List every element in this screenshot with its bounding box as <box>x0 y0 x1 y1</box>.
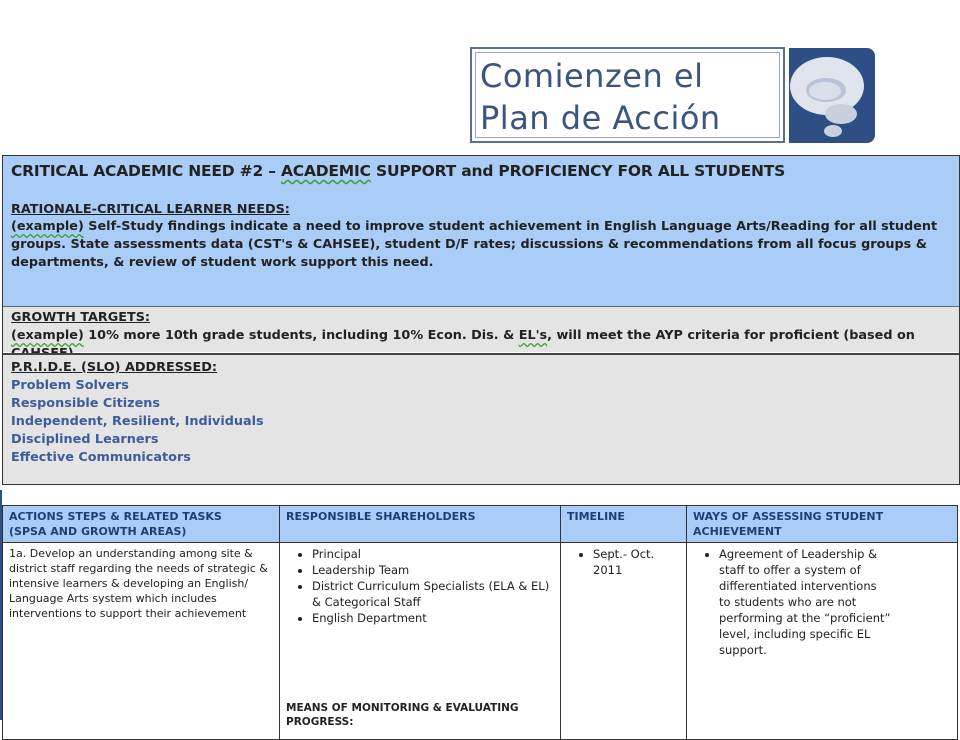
header-actions-line-1: ACTIONS STEPS & RELATED TASKS <box>9 510 222 523</box>
table-header-row <box>3 506 958 543</box>
pride-heading <box>11 359 951 377</box>
timeline-cell <box>561 543 687 740</box>
growth-text-b: , will meet the AYP criteria for proficient (based on <box>547 328 915 343</box>
need-title-rest: SUPPORT and PROFICIENCY FOR ALL STUDENTS <box>370 162 786 180</box>
rationale-text <box>11 218 951 272</box>
need-title-prefix: CRITICAL ACADEMIC NEED #2 – <box>11 162 281 180</box>
list-item: • English Department <box>312 610 554 626</box>
rationale-heading <box>11 201 951 219</box>
pride-heading-text: P.R.I.D.E. (SLO) ADDRESSED: <box>11 360 218 375</box>
pride-item: Disciplined Learners <box>11 432 159 447</box>
pride-item: Problem Solvers <box>11 378 129 393</box>
title-line-2: Plan de Acción <box>480 99 721 137</box>
pride-panel <box>3 353 959 484</box>
need-title-academic: ACADEMIC <box>280 162 371 180</box>
growth-text-a: 10% more 10th grade students, including 10% Econ. Dis. & <box>83 328 519 343</box>
assessing-list <box>693 546 951 658</box>
critical-need-section <box>2 155 960 485</box>
title-line-1: Comienzen el <box>480 57 704 95</box>
rationale-example: (example) <box>11 219 84 234</box>
action-plan-table <box>2 505 958 740</box>
timeline-list <box>567 546 680 578</box>
growth-els: EL's <box>518 328 548 343</box>
means-of-monitoring <box>286 701 519 729</box>
title-box <box>470 47 785 143</box>
responsible-list <box>286 546 554 626</box>
pride-item: Independent, Resilient, Individuals <box>11 414 264 429</box>
slide-title <box>480 55 721 139</box>
rationale-line-3: departments, & review of student work support this need. <box>11 255 434 270</box>
growth-heading-text: GROWTH TARGETS: <box>11 310 151 325</box>
rationale-line-1: Self-Study findings indicate a need to improve student achievement in English Language Arts/Reading for all student <box>83 219 938 234</box>
list-item: • District Curriculum Specialists (ELA & EL) & Categorical Staff <box>312 578 554 610</box>
growth-example: (example) <box>11 328 84 343</box>
header-timeline: TIMELINE <box>561 506 687 543</box>
speech-bubble-question-icon <box>789 48 875 143</box>
list-item: • Leadership Team <box>312 562 554 578</box>
pride-list <box>11 377 951 467</box>
means-line-2: PROGRESS: <box>286 716 354 728</box>
growth-heading <box>11 309 951 327</box>
action-step-text: 1a. Develop an understanding among site & district staff regarding the needs of strategic & intensive learners & developing an English/ Language Arts system which includes interventions to support their achievement <box>9 547 268 620</box>
pride-item: Responsible Citizens <box>11 396 161 411</box>
header-responsible: RESPONSIBLE SHAREHOLDERS <box>280 506 561 543</box>
pride-item: Effective Communicators <box>11 450 191 465</box>
assessing-cell <box>687 543 958 740</box>
responsible-cell <box>280 543 561 740</box>
means-line-1: MEANS OF MONITORING & EVALUATING <box>286 702 519 714</box>
rationale-heading-text: RATIONALE-CRITICAL LEARNER NEEDS: <box>11 202 290 217</box>
list-item: • Agreement of Leadership & staff to offer a system of differentiated interventions to students who are not performing at the “proficient” level, including specific EL support. <box>719 546 891 658</box>
rationale-line-2: groups. State assessments data (CST's & CAHSEE), student D/F rates; discussions & recommendations from all focus groups & <box>11 237 927 252</box>
need-title <box>11 162 785 180</box>
action-step-cell <box>3 543 280 740</box>
header-assessing: WAYS OF ASSESSING STUDENT ACHIEVEMENT <box>687 506 958 543</box>
header-actions <box>3 506 280 543</box>
list-item: • Sept.- Oct. 2011 <box>593 546 680 578</box>
growth-targets-panel <box>3 306 959 352</box>
header-actions-line-2: (SPSA AND GROWTH AREAS) <box>9 525 187 538</box>
table-row <box>3 543 958 740</box>
rationale-panel <box>3 156 959 306</box>
list-item: • Principal <box>312 546 554 562</box>
